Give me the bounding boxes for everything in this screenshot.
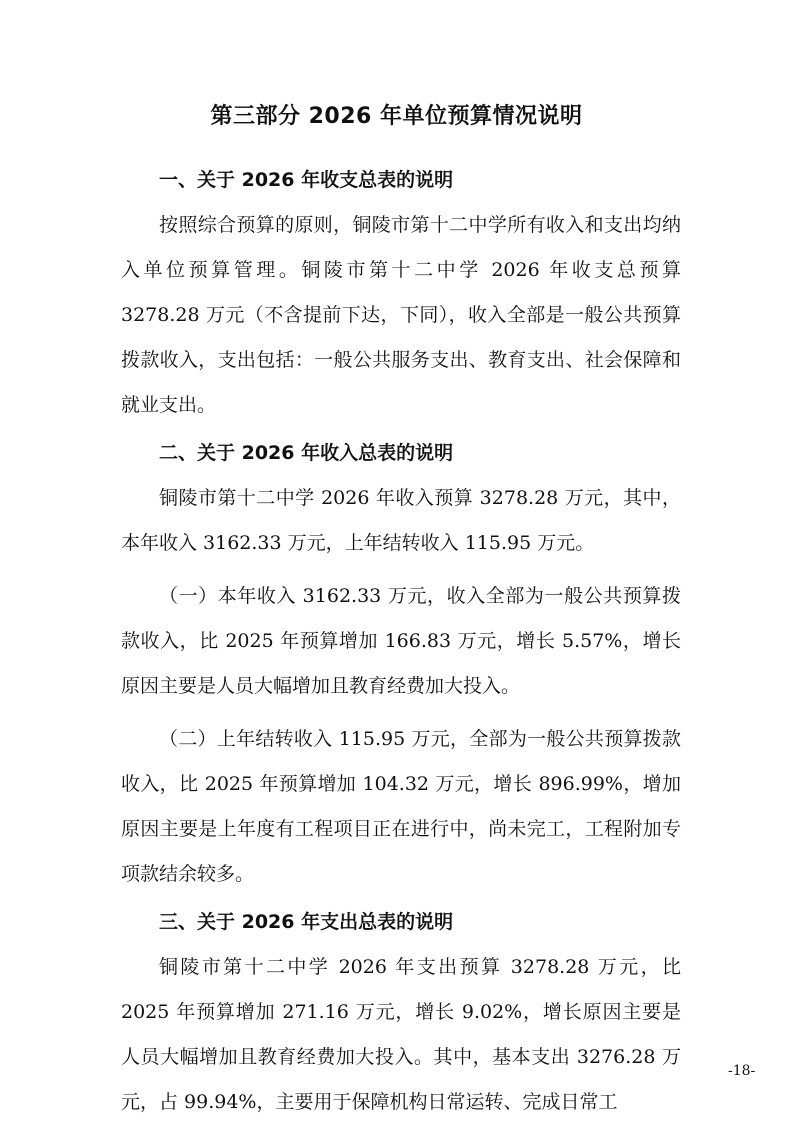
page-number: -18- [728, 1063, 756, 1079]
page-title: 第三部分 2026 年单位预算情况说明 [210, 104, 583, 129]
paragraph-2-1: 铜陵市第十二中学 2026 年收入预算 3278.28 万元，其中，本年收入 3162.33 万元，上年结转收入 115.95 万元。 [121, 487, 681, 554]
section-heading-2: 二、关于 2026 年收入总表的说明 [159, 442, 454, 464]
paragraph-1-1: 按照综合预算的原则，铜陵市第十二中学所有收入和支出均纳入单位预算管理。铜陵市第十二中学 2026 年收支总预算 3278.28 万元（不含提前下达，下同），收入全部是一般公共预算拨款收入，支出包括：一般公共服务支出、教育支出、社会保障和就业支出。 [121, 214, 681, 416]
paragraph-3-1: 铜陵市第十二中学 2026 年支出预算 3278.28 万元，比 2025 年预算增加 271.16 万元，增长 9.02%，增长原因主要是人员大幅增加且教育经费加大投入。其中，基本支出 3276.28 万元，占 99.94%，主要用于保障机构日常运转、完成日常工 [121, 956, 681, 1113]
section-heading-3: 三、关于 2026 年支出总表的说明 [159, 911, 454, 933]
document-body [121, 158, 681, 1125]
paragraph-2-3: （二）上年结转收入 115.95 万元，全部为一般公共预算拨款收入，比 2025 年预算增加 104.32 万元，增长 896.99%，增加原因主要是上年度有工程项目正在进行中，尚未完工，工程附加专项款结余较多。 [121, 728, 681, 885]
section-heading-1: 一、关于 2026 年收支总表的说明 [159, 169, 454, 191]
paragraph-2-2: （一）本年收入 3162.33 万元，收入全部为一般公共预算拨款收入，比 2025 年预算增加 166.83 万元，增长 5.57%，增长原因主要是人员大幅增加且教育经费加大投入。 [121, 585, 681, 697]
